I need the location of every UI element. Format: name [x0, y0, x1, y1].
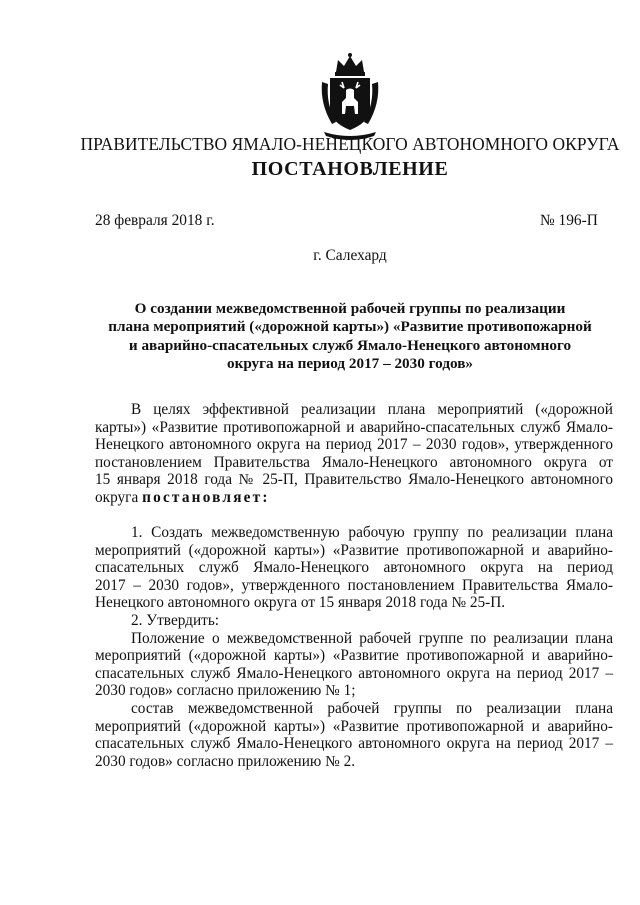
- item-1-line: мероприятий («дорожной карты») «Развитие противопожарной и аварийно-: [95, 541, 613, 559]
- item-1-line: Ненецкого автономного округа от 15 января 2018 года № 25-П.: [95, 594, 506, 612]
- document-city: г. Салехард: [313, 247, 387, 264]
- preamble-last-line: [95, 489, 613, 507]
- resolves-word: постановляет:: [142, 488, 270, 506]
- document-number: № 196-П: [540, 212, 598, 229]
- preamble-line: Ненецкого автономного округа на период 2017 – 2030 годов», утвержденного: [95, 436, 613, 454]
- item-2a-line: Положение о межведомственной рабочей группе по реализации плана: [131, 629, 613, 647]
- document-heading: [80, 300, 620, 374]
- preamble-line: 15 января 2018 года № 25-П, Правительство Ямало-Ненецкого автономного: [95, 471, 613, 489]
- heading-line: О создании межведомственной рабочей группы по реализации: [134, 300, 566, 317]
- preamble-line: В целях эффективной реализации плана мероприятий («дорожной: [131, 401, 613, 418]
- preamble-line: карты») «Развитие противопожарной и аварийно-спасательных служб Ямало-: [95, 418, 613, 436]
- item-2b-line: 2030 годов» согласно приложению № 2.: [95, 752, 356, 770]
- item-1-paragraph: [95, 524, 613, 770]
- document-type: ПОСТАНОВЛЕНИЕ: [251, 158, 449, 180]
- heading-line: плана мероприятий («дорожной карты») «Развитие противопожарной: [108, 318, 592, 336]
- item-2a-line: 2030 годов» согласно приложению № 1;: [95, 682, 356, 700]
- item-2b-line: спасательных служб Ямало-Ненецкого автономного округа на период 2017 –: [95, 735, 613, 753]
- item-1-line: 1. Создать межведомственную рабочую группу по реализации плана: [131, 524, 613, 541]
- heading-line: и аварийно-спасательных служб Ямало-Ненецкого автономного: [128, 336, 572, 354]
- item-2a-line: спасательных служб Ямало-Ненецкого автономного округа на период 2017 –: [95, 664, 613, 682]
- item-2b-line: мероприятий («дорожной карты») «Развитие противопожарной и аварийно-: [95, 717, 613, 735]
- preamble-line: постановлением Правительства Ямало-Ненецкого автономного округа от: [95, 453, 613, 471]
- preamble-paragraph: [95, 401, 613, 507]
- item-1-line: 2017 – 2030 годов», утвержденного постановлением Правительства Ямало-: [95, 576, 613, 594]
- preamble-last-prefix: округа: [95, 488, 143, 506]
- coat-of-arms-emblem: [316, 52, 384, 140]
- document-date: 28 февраля 2018 г.: [95, 212, 215, 229]
- item-2-title: 2. Утвердить:: [131, 611, 220, 629]
- item-1-line: спасательных служб Ямало-Ненецкого автономного округа на период: [95, 559, 613, 577]
- item-2a-line: мероприятий («дорожной карты») «Развитие противопожарной и аварийно-: [95, 647, 613, 665]
- heading-line: округа на период 2017 – 2030 годов»: [226, 355, 474, 373]
- government-name: ПРАВИТЕЛЬСТВО ЯМАЛО-НЕНЕЦКОГО АВТОНОМНОГО ОКРУГА: [80, 134, 620, 154]
- item-2b-line: состав межведомственной рабочей группы по реализации плана: [131, 699, 613, 717]
